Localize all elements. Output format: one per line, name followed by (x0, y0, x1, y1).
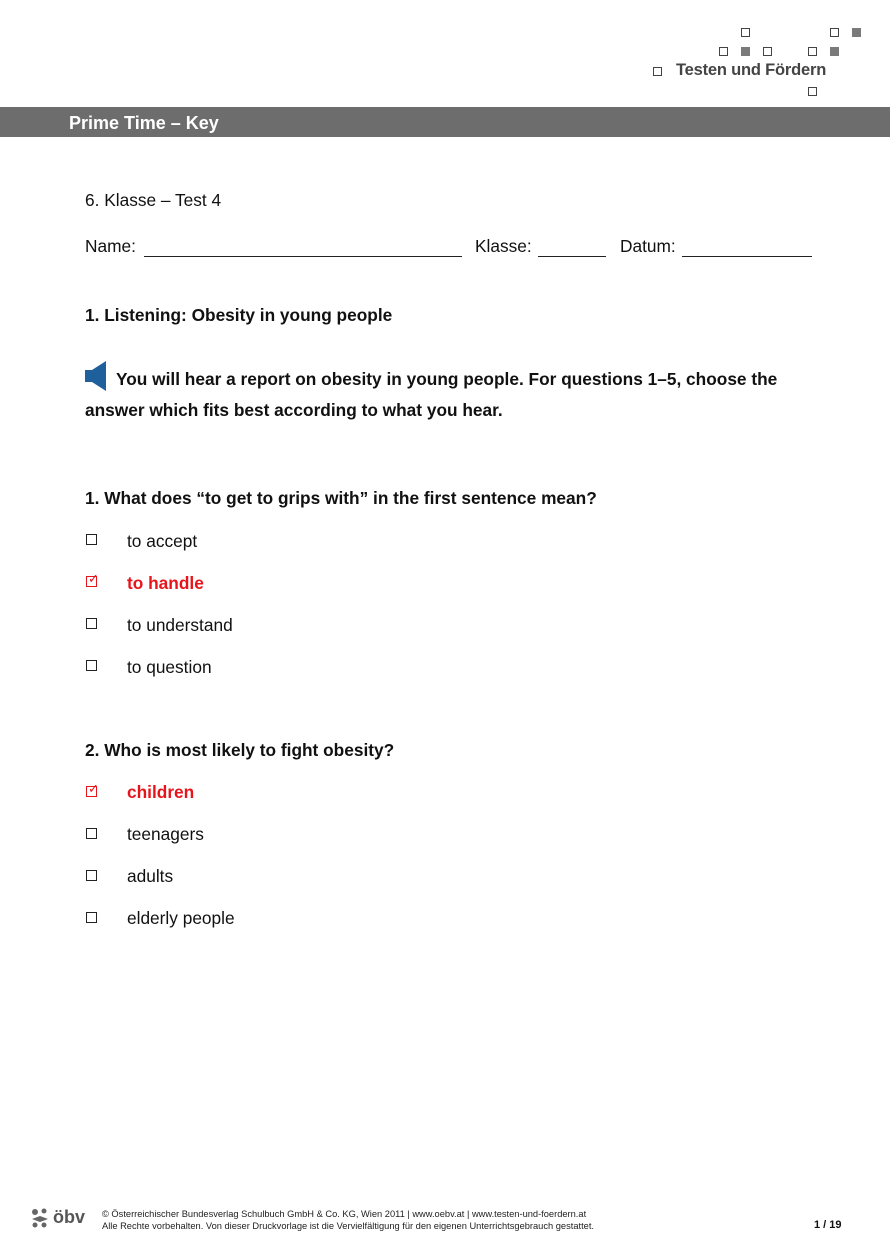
logo-square (653, 67, 662, 76)
question-text: 1. What does “to get to grips with” in the first sentence mean? (85, 488, 597, 508)
logo-square (741, 28, 750, 37)
checkmark-icon: ✓ (88, 781, 99, 796)
answer-option-correct: children (127, 782, 195, 802)
logo-square (763, 47, 772, 56)
question-text: 2. Who is most likely to fight obesity? (85, 740, 395, 760)
answer-checkbox[interactable] (86, 912, 97, 923)
logo-square (719, 47, 728, 56)
answer-option: elderly people (127, 908, 235, 928)
answer-option: to understand (127, 615, 233, 635)
instruction-line-1: You will hear a report on obesity in young people. For questions 1–5, choose the (116, 369, 778, 389)
class-label: Klasse: (475, 236, 532, 256)
answer-checkbox[interactable] (86, 828, 97, 839)
logo-square (830, 28, 839, 37)
brand-name: Testen und Fördern (676, 61, 827, 79)
answer-checkbox[interactable] (86, 870, 97, 881)
speaker-icon (85, 361, 107, 391)
name-field[interactable] (144, 256, 462, 257)
logo-square (741, 47, 750, 56)
section-title: 1. Listening: Obesity in young people (85, 305, 393, 325)
answer-option: teenagers (127, 824, 204, 844)
logo-square (808, 87, 817, 96)
date-label: Datum: (620, 236, 676, 256)
footer-copyright: © Österreichischer Bundesverlag Schulbuch GmbH & Co. KG, Wien 2011 | www.oebv.at | www.testen-und-foerdern.at (102, 1209, 587, 1219)
class-test-line: 6. Klasse – Test 4 (85, 190, 222, 210)
footer-rights: Alle Rechte vorbehalten. Von dieser Druckvorlage ist die Vervielfältigung für den eigenen Unterrichtsgebrauch gestattet. (102, 1221, 594, 1231)
answer-checkbox[interactable] (86, 534, 97, 545)
banner-title: Prime Time – Key (69, 113, 219, 133)
answer-checkbox[interactable] (86, 660, 97, 671)
instruction-line-2: answer which fits best according to what you hear. (85, 400, 503, 420)
logo-square (808, 47, 817, 56)
logo-square (852, 28, 861, 37)
name-label: Name: (85, 236, 136, 256)
page-number: 1 / 19 (814, 1219, 842, 1231)
answer-option: adults (127, 866, 174, 886)
answer-option-correct: to handle (127, 573, 204, 593)
answer-checkbox-checked[interactable] (86, 781, 99, 797)
publisher-logo-icon (29, 1207, 51, 1229)
answer-option: to accept (127, 531, 198, 551)
answer-option: to question (127, 657, 212, 677)
answer-checkbox[interactable] (86, 618, 97, 629)
answer-checkbox-checked[interactable] (86, 571, 99, 587)
date-field[interactable] (682, 256, 812, 257)
logo-square (830, 47, 839, 56)
checkmark-icon: ✓ (88, 571, 99, 586)
publisher-logo: öbv (53, 1207, 86, 1227)
class-field[interactable] (538, 256, 606, 257)
